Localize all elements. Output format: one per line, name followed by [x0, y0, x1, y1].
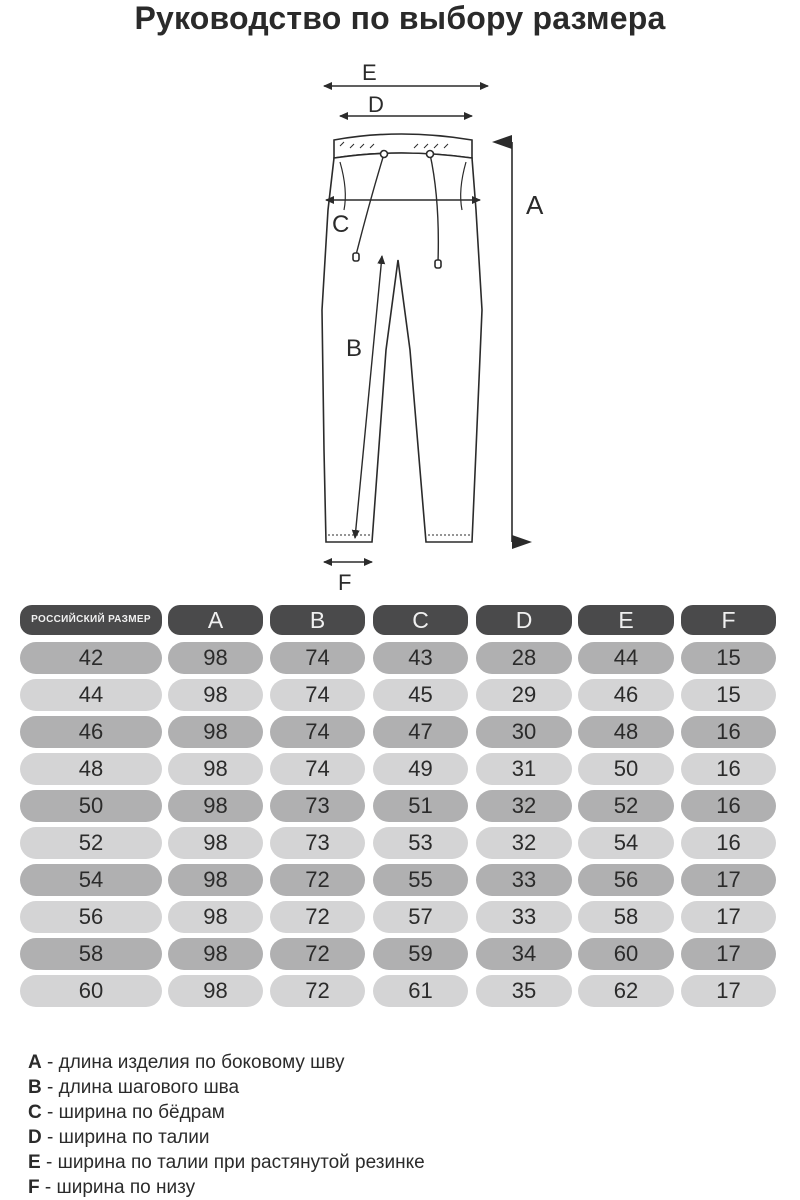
legend-item-c [28, 1100, 768, 1125]
cell-a: 98 [168, 790, 263, 822]
cell-b: 74 [270, 716, 365, 748]
cell-size: 60 [20, 975, 162, 1007]
label-d: D [368, 92, 384, 117]
cell-c: 57 [373, 901, 468, 933]
legend-text: - ширина по низу [39, 1177, 196, 1198]
cell-size: 44 [20, 679, 162, 711]
cell-f: 17 [681, 864, 776, 896]
cell-f: 16 [681, 753, 776, 785]
legend-text: - длина изделия по боковому шву [41, 1052, 345, 1073]
cell-e: 48 [578, 716, 674, 748]
legend-letter: E [28, 1152, 41, 1173]
cell-e: 54 [578, 827, 674, 859]
cell-e: 60 [578, 938, 674, 970]
cell-a: 98 [168, 642, 263, 674]
cell-b: 74 [270, 753, 365, 785]
cell-d: 33 [476, 901, 572, 933]
cell-f: 17 [681, 901, 776, 933]
cell-f: 17 [681, 938, 776, 970]
cell-a: 98 [168, 864, 263, 896]
cell-a: 98 [168, 938, 263, 970]
cell-e: 50 [578, 753, 674, 785]
cell-e: 58 [578, 901, 674, 933]
legend-text: - ширина по талии при растянутой резинке [40, 1152, 425, 1173]
table-row [20, 642, 780, 679]
cell-b: 72 [270, 901, 365, 933]
legend-text: - длина шагового шва [41, 1077, 240, 1098]
page-title: Руководство по выбору размера [134, 0, 666, 36]
cell-c: 51 [373, 790, 468, 822]
legend-text: - ширина по бёдрам [41, 1102, 225, 1123]
cell-c: 45 [373, 679, 468, 711]
cell-size: 48 [20, 753, 162, 785]
cell-d: 28 [476, 642, 572, 674]
header-f: F [681, 605, 776, 635]
table-row [20, 790, 780, 827]
cell-c: 55 [373, 864, 468, 896]
table-row [20, 938, 780, 975]
legend-letter: B [28, 1077, 42, 1098]
cell-b: 73 [270, 827, 365, 859]
cell-a: 98 [168, 716, 263, 748]
legend-item-d [28, 1125, 768, 1150]
cell-d: 30 [476, 716, 572, 748]
cell-size: 46 [20, 716, 162, 748]
table-row [20, 827, 780, 864]
cell-a: 98 [168, 975, 263, 1007]
cell-f: 16 [681, 716, 776, 748]
cell-b: 72 [270, 975, 365, 1007]
legend-item-e [28, 1150, 768, 1175]
table-row [20, 716, 780, 753]
cell-c: 49 [373, 753, 468, 785]
cell-c: 59 [373, 938, 468, 970]
legend-item-b [28, 1075, 768, 1100]
measure-f-arrow [324, 562, 372, 595]
legend-item-f [28, 1175, 768, 1200]
cell-e: 56 [578, 864, 674, 896]
measure-a-arrow [512, 142, 544, 542]
cell-e: 44 [578, 642, 674, 674]
cell-f: 16 [681, 827, 776, 859]
table-row [20, 864, 780, 901]
cell-d: 32 [476, 790, 572, 822]
cell-size: 56 [20, 901, 162, 933]
header-russian-size: РОССИЙСКИЙ РАЗМЕР [20, 605, 162, 635]
cell-c: 53 [373, 827, 468, 859]
cell-size: 52 [20, 827, 162, 859]
cell-size: 58 [20, 938, 162, 970]
legend-letter: F [28, 1177, 40, 1198]
cell-f: 15 [681, 642, 776, 674]
table-header-row [20, 605, 780, 642]
legend-item-a [28, 1050, 768, 1075]
header-a: A [168, 605, 263, 635]
cell-size: 42 [20, 642, 162, 674]
header-e: E [578, 605, 674, 635]
legend-text: - ширина по талии [41, 1127, 210, 1148]
header-d: D [476, 605, 572, 635]
header-b: B [270, 605, 365, 635]
cell-a: 98 [168, 901, 263, 933]
pants-diagram-svg [300, 50, 560, 600]
table-row [20, 753, 780, 790]
cell-size: 54 [20, 864, 162, 896]
cell-b: 73 [270, 790, 365, 822]
cell-c: 47 [373, 716, 468, 748]
header-c: C [373, 605, 468, 635]
cell-d: 33 [476, 864, 572, 896]
pants-measurement-diagram [300, 50, 560, 600]
measurement-legend [28, 1050, 768, 1200]
measure-e-arrow [324, 60, 488, 86]
legend-letter: C [28, 1102, 42, 1123]
cell-a: 98 [168, 679, 263, 711]
cell-b: 74 [270, 679, 365, 711]
cell-f: 17 [681, 975, 776, 1007]
cell-b: 72 [270, 864, 365, 896]
size-table [20, 605, 780, 1012]
label-a: A [526, 190, 544, 220]
cell-c: 43 [373, 642, 468, 674]
cell-b: 74 [270, 642, 365, 674]
cell-d: 34 [476, 938, 572, 970]
cell-a: 98 [168, 753, 263, 785]
cell-d: 29 [476, 679, 572, 711]
cell-c: 61 [373, 975, 468, 1007]
cell-d: 35 [476, 975, 572, 1007]
cell-e: 62 [578, 975, 674, 1007]
cell-d: 32 [476, 827, 572, 859]
cell-f: 16 [681, 790, 776, 822]
table-row [20, 901, 780, 938]
label-c: C [332, 211, 350, 238]
cell-d: 31 [476, 753, 572, 785]
label-f: F [338, 570, 352, 595]
legend-letter: D [28, 1127, 42, 1148]
cell-e: 52 [578, 790, 674, 822]
cell-e: 46 [578, 679, 674, 711]
cell-a: 98 [168, 827, 263, 859]
cell-b: 72 [270, 938, 365, 970]
legend-letter: A [28, 1052, 42, 1073]
measure-d-arrow [340, 92, 472, 117]
label-b: B [346, 335, 363, 362]
cell-f: 15 [681, 679, 776, 711]
cell-size: 50 [20, 790, 162, 822]
table-row [20, 679, 780, 716]
table-row [20, 975, 780, 1012]
label-e: E [362, 60, 377, 85]
